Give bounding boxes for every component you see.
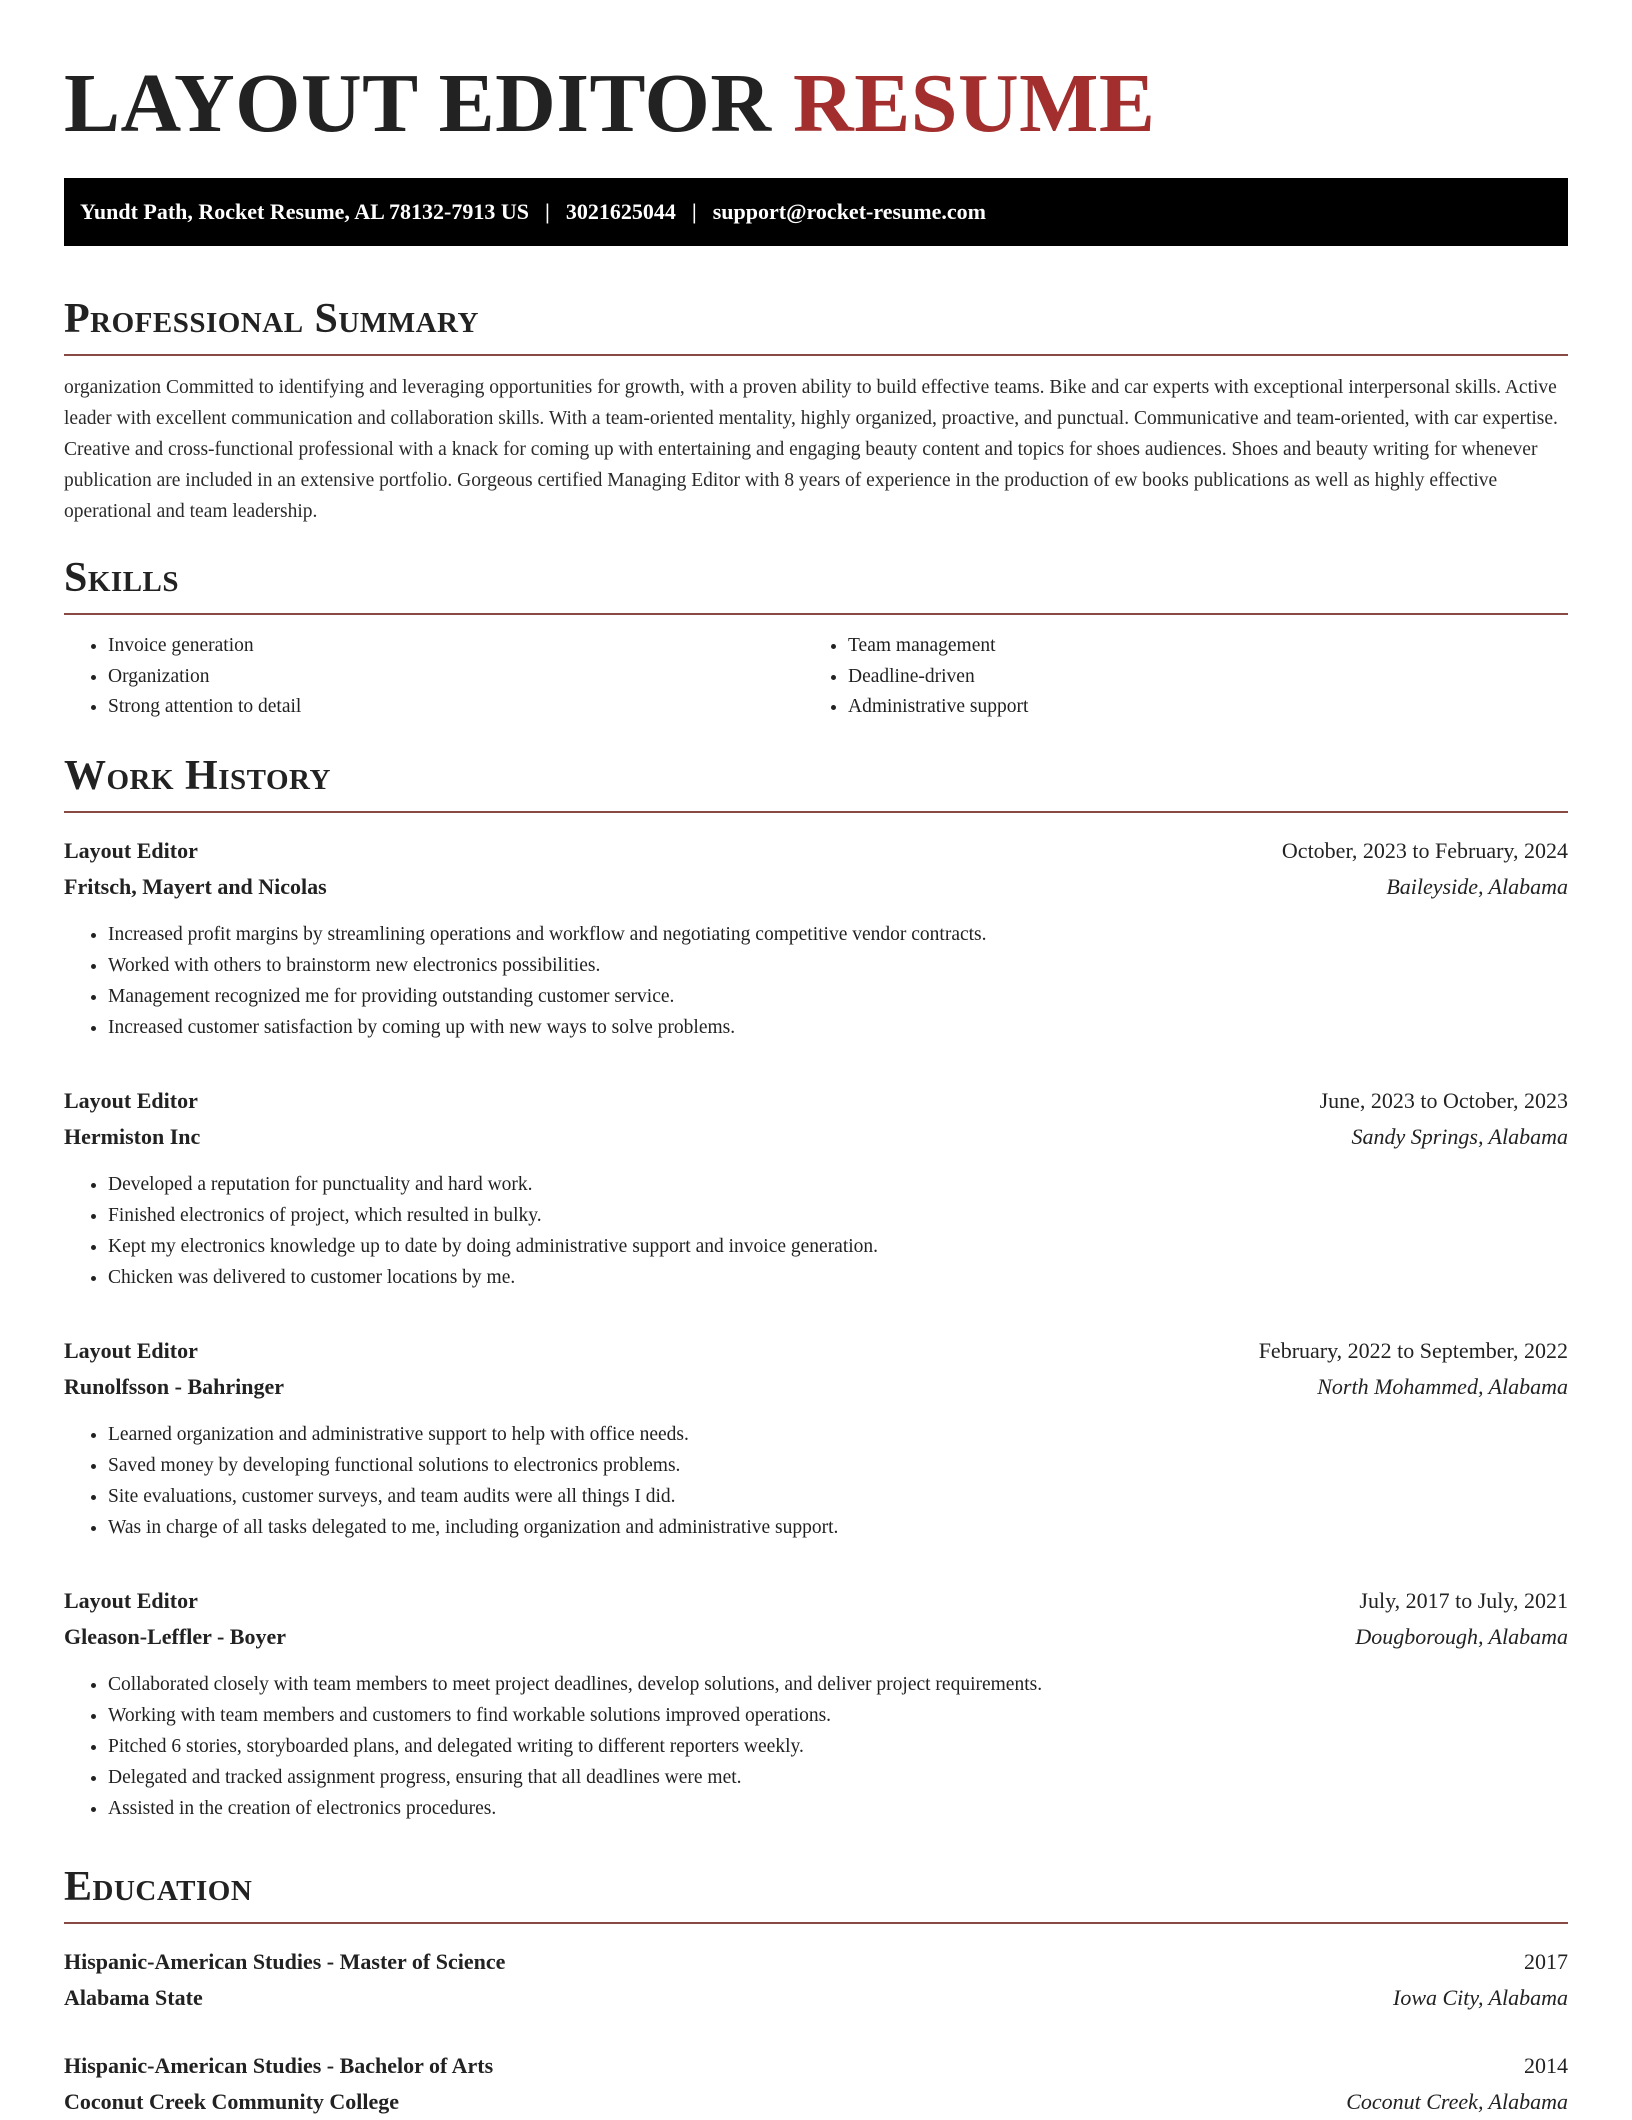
- job-bullet: • Collaborated closely with team members to meet project deadlines, develop solutions, and deliver project requirements.: [108, 1669, 1568, 1700]
- education-entry: [64, 1944, 1568, 2016]
- job-bullets: [64, 1169, 1568, 1293]
- job-dates: July, 2017 to July, 2021: [1359, 1587, 1568, 1613]
- skills-section: [64, 555, 1568, 723]
- job-title: Layout Editor: [64, 1587, 198, 1613]
- education-entry: [64, 2048, 1568, 2120]
- job-title: Layout Editor: [64, 1087, 198, 1113]
- job-dates: June, 2023 to October, 2023: [1319, 1087, 1568, 1113]
- education-school: Coconut Creek Community College: [64, 2088, 400, 2114]
- title-part-2: RESUME: [793, 57, 1156, 150]
- education-location: Iowa City, Alabama: [1393, 1984, 1568, 2010]
- job-bullet: • Increased customer satisfaction by coming up with new ways to solve problems.: [108, 1012, 1568, 1043]
- job-dates: October, 2023 to February, 2024: [1281, 837, 1568, 863]
- skills-grid: [64, 631, 1568, 723]
- job-bullet: • Worked with others to brainstorm new electronics possibilities.: [108, 950, 1568, 981]
- job-entry: [64, 1333, 1568, 1543]
- contact-separator: |: [545, 199, 550, 224]
- job-bullet: • Assisted in the creation of electronics procedures.: [108, 1793, 1568, 1824]
- job-entry: [64, 833, 1568, 1043]
- job-bullet: • Learned organization and administrative support to help with office needs.: [108, 1419, 1568, 1450]
- skill-item: • Deadline-driven: [848, 662, 1544, 693]
- job-bullet: • Site evaluations, customer surveys, and team audits were all things I did.: [108, 1481, 1568, 1512]
- education-degree: Hispanic-American Studies - Master of Science: [64, 1948, 506, 1974]
- summary-heading: Professional Summary: [64, 296, 1568, 356]
- job-bullets: [64, 919, 1568, 1043]
- skills-list-right: [804, 631, 1544, 723]
- job-bullet: • Working with team members and customers to find workable solutions improved operations.: [108, 1700, 1568, 1731]
- job-company: Hermiston Inc: [64, 1123, 201, 1149]
- summary-text: organization Committed to identifying and leveraging opportunities for growth, with a proven ability to build effective teams. Bike and car experts with exceptional interpersonal skills. Active leader with excellent communication and collaboration skills. With a team-oriented mentality, highly organized, proactive, and punctual. Communicative and team-oriented, with car expertise. Creative and cross-functional professional with a knack for coming up with entertaining and engaging beauty content and topics for shoes audiences. Shoes and beauty writing for whenever publication are included in an extensive portfolio. Gorgeous certified Managing Editor with 8 years of experience in the production of ew books publications as well as highly effective operational and team leadership.: [64, 377, 1558, 522]
- job-bullet: • Chicken was delivered to customer locations by me.: [108, 1262, 1568, 1293]
- skill-item: • Team management: [848, 631, 1544, 662]
- education-location: Coconut Creek, Alabama: [1346, 2088, 1568, 2114]
- job-bullet: • Delegated and tracked assignment progress, ensuring that all deadlines were met.: [108, 1762, 1568, 1793]
- education-section: [64, 1864, 1568, 2120]
- contact-email: support@rocket-resume.com: [712, 199, 986, 224]
- skill-item: • Strong attention to detail: [108, 692, 804, 723]
- summary-section: [64, 296, 1568, 527]
- resume-title: [64, 57, 1568, 150]
- job-bullet: • Pitched 6 stories, storyboarded plans, and delegated writing to different reporters weekly.: [108, 1731, 1568, 1762]
- job-bullet: • Was in charge of all tasks delegated to me, including organization and administrative support.: [108, 1512, 1568, 1543]
- education-school: Alabama State: [64, 1984, 203, 2010]
- job-title: Layout Editor: [64, 837, 198, 863]
- skill-item: • Invoice generation: [108, 631, 804, 662]
- work-history-heading: Work History: [64, 753, 1568, 813]
- job-bullets: [64, 1669, 1568, 1824]
- contact-address: Yundt Path, Rocket Resume, AL 78132-7913 US: [80, 199, 530, 224]
- job-bullet: • Finished electronics of project, which resulted in bulky.: [108, 1200, 1568, 1231]
- work-history-section: [64, 753, 1568, 1824]
- education-degree: Hispanic-American Studies - Bachelor of Arts: [64, 2052, 494, 2078]
- skill-item: • Administrative support: [848, 692, 1544, 723]
- job-location: Sandy Springs, Alabama: [1351, 1123, 1568, 1149]
- job-location: North Mohammed, Alabama: [1317, 1373, 1568, 1399]
- contact-phone: 3021625044: [565, 199, 676, 224]
- contact-separator: |: [691, 199, 697, 224]
- skill-item: • Organization: [108, 662, 804, 693]
- contact-bar: [64, 178, 1568, 246]
- job-company: Fritsch, Mayert and Nicolas: [64, 873, 327, 899]
- job-title: Layout Editor: [64, 1337, 198, 1363]
- job-bullet: • Developed a reputation for punctuality and hard work.: [108, 1169, 1568, 1200]
- job-bullet: • Increased profit margins by streamlining operations and workflow and negotiating competitive vendor contracts.: [108, 919, 1568, 950]
- job-bullet: • Saved money by developing functional solutions to electronics problems.: [108, 1450, 1568, 1481]
- job-bullet: • Kept my electronics knowledge up to date by doing administrative support and invoice generation.: [108, 1231, 1568, 1262]
- job-bullets: [64, 1419, 1568, 1543]
- education-heading: Education: [64, 1864, 1568, 1924]
- job-entry: [64, 1083, 1568, 1293]
- job-location: Dougborough, Alabama: [1355, 1623, 1568, 1649]
- job-company: Runolfsson - Bahringer: [64, 1373, 285, 1399]
- skills-list-left: [64, 631, 804, 723]
- title-part-1: LAYOUT EDITOR: [64, 57, 772, 150]
- job-location: Baileyside, Alabama: [1386, 873, 1568, 899]
- education-year: 2017: [1524, 1948, 1568, 1974]
- job-dates: February, 2022 to September, 2022: [1258, 1337, 1568, 1363]
- job-entry: [64, 1583, 1568, 1824]
- skills-heading: Skills: [64, 555, 1568, 615]
- job-bullet: • Management recognized me for providing outstanding customer service.: [108, 981, 1568, 1012]
- job-company: Gleason-Leffler - Boyer: [64, 1623, 286, 1649]
- education-year: 2014: [1524, 2052, 1568, 2078]
